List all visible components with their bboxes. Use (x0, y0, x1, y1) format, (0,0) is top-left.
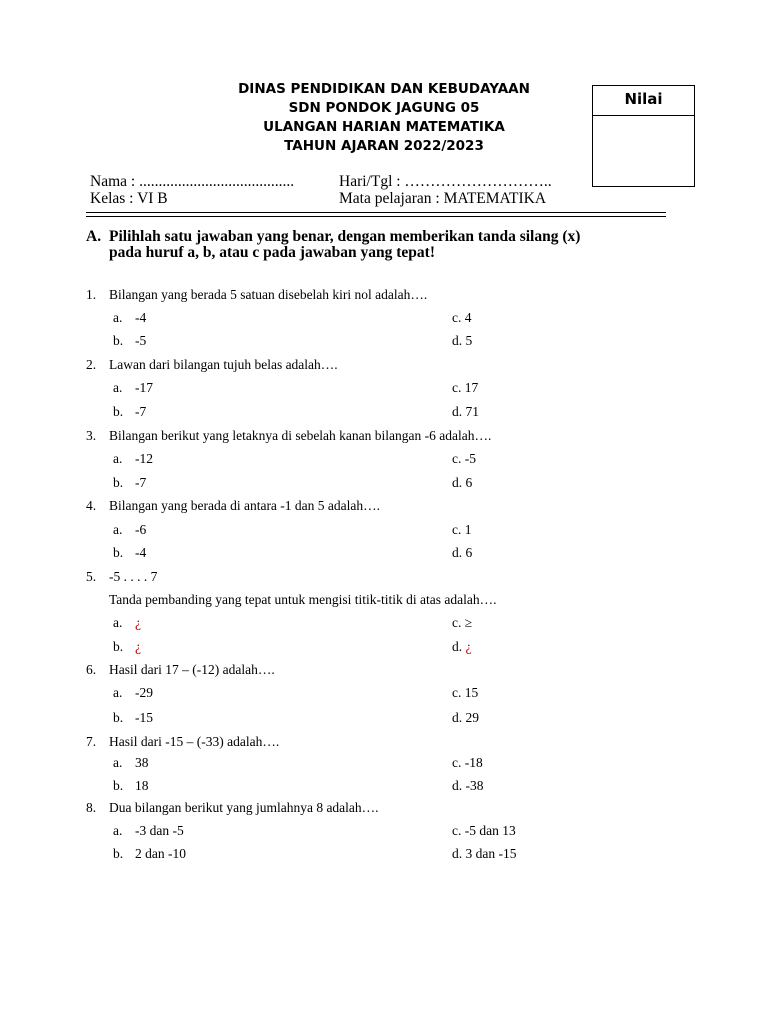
score-box (592, 85, 695, 187)
option-a[interactable]: -12 (135, 451, 153, 466)
option-d[interactable]: d. 29 (452, 710, 479, 725)
question-text: Hasil dari -15 – (-33) adalah…. (109, 734, 280, 749)
option-b[interactable]: -4 (135, 545, 147, 560)
option-a-letter[interactable]: a. (113, 380, 123, 395)
instruction-line-1: Pilihlah satu jawaban yang benar, dengan memberikan tanda silang (x) (109, 228, 581, 245)
score-field[interactable] (593, 116, 694, 187)
option-a-letter[interactable]: a. (113, 615, 123, 630)
option-c[interactable]: c. 4 (452, 310, 472, 325)
option-c[interactable]: c. 15 (452, 685, 479, 700)
option-b-letter[interactable]: b. (113, 545, 124, 560)
header-school-year: TAHUN AJARAN 2022/2023 (284, 138, 484, 154)
option-d[interactable]: d. -38 (452, 778, 484, 793)
option-a-letter[interactable]: a. (113, 823, 123, 838)
score-label: Nilai (593, 86, 694, 116)
option-d-value: ¿ (465, 639, 472, 654)
class-field: Kelas : VI B (90, 190, 168, 207)
option-b[interactable]: 18 (135, 778, 149, 793)
option-b-letter[interactable]: b. (113, 404, 124, 419)
option-c[interactable]: c. 17 (452, 380, 479, 395)
header-school: SDN PONDOK JAGUNG 05 (288, 100, 480, 116)
question-text: Bilangan yang berada di antara -1 dan 5 adalah…. (109, 498, 381, 513)
header-exam-title: ULANGAN HARIAN MATEMATIKA (263, 119, 505, 135)
question-number: 5. (86, 569, 97, 584)
option-b[interactable]: -7 (135, 475, 147, 490)
option-b[interactable]: -5 (135, 333, 147, 348)
option-b-letter[interactable]: b. (113, 778, 124, 793)
option-b[interactable]: -7 (135, 404, 147, 419)
header-office: DINAS PENDIDIKAN DAN KEBUDAYAAN (238, 81, 530, 97)
option-b-letter[interactable]: b. (113, 710, 124, 725)
option-b-letter[interactable]: b. (113, 475, 124, 490)
question-text: Hasil dari 17 – (-12) adalah…. (109, 662, 275, 677)
instruction-line-2: pada huruf a, b, atau c pada jawaban yang tepat! (109, 244, 435, 261)
question-number: 1. (86, 287, 97, 302)
question-number: 3. (86, 428, 97, 443)
option-d[interactable]: d. 6 (452, 475, 473, 490)
option-b-letter[interactable]: b. (113, 333, 124, 348)
option-c[interactable]: c. -18 (452, 755, 483, 770)
option-a[interactable]: -17 (135, 380, 153, 395)
option-b-letter[interactable]: b. (113, 846, 124, 861)
option-d[interactable]: d. 3 dan -15 (452, 846, 517, 861)
question-text: Bilangan yang berada 5 satuan disebelah kiri nol adalah…. (109, 287, 428, 302)
subject-field: Mata pelajaran : MATEMATIKA (339, 190, 547, 207)
option-a-letter[interactable]: a. (113, 310, 123, 325)
name-field: Nama : ........................................ (90, 173, 295, 190)
question-number: 2. (86, 357, 97, 372)
option-a-letter[interactable]: a. (113, 685, 123, 700)
question-text: Bilangan berikut yang letaknya di sebelah kanan bilangan -6 adalah…. (109, 428, 492, 443)
option-a[interactable]: -3 dan -5 (135, 823, 184, 838)
option-a-letter[interactable]: a. (113, 755, 123, 770)
question-number: 8. (86, 800, 97, 815)
option-d[interactable] (452, 639, 472, 655)
option-c[interactable]: c. -5 (452, 451, 476, 466)
option-a-letter[interactable]: a. (113, 451, 123, 466)
divider-top (86, 212, 666, 213)
section-letter: A. (86, 228, 102, 245)
option-d-prefix: d. (452, 639, 466, 654)
question-text: Dua bilangan berikut yang jumlahnya 8 adalah…. (109, 800, 379, 815)
option-a[interactable]: -4 (135, 310, 147, 325)
option-d[interactable]: d. 71 (452, 404, 479, 419)
option-d[interactable]: d. 5 (452, 333, 473, 348)
option-a[interactable]: ¿ (135, 615, 141, 630)
option-a[interactable]: -29 (135, 685, 153, 700)
option-c[interactable]: c. -5 dan 13 (452, 823, 516, 838)
question-number: 6. (86, 662, 97, 677)
option-b[interactable]: 2 dan -10 (135, 846, 186, 861)
question-number: 7. (86, 734, 97, 749)
question-text-2: Tanda pembanding yang tepat untuk mengisi titik-titik di atas adalah…. (109, 592, 497, 607)
option-d[interactable]: d. 6 (452, 545, 473, 560)
option-c[interactable]: c. 1 (452, 522, 472, 537)
date-field: Hari/Tgl : ……………………….. (339, 173, 552, 190)
option-c[interactable]: c. ≥ (452, 615, 473, 630)
question-text: Lawan dari bilangan tujuh belas adalah…. (109, 357, 338, 372)
option-b-letter[interactable]: b. (113, 639, 124, 654)
question-text: -5 . . . . 7 (109, 569, 158, 584)
option-b[interactable]: ¿ (135, 639, 141, 654)
option-a[interactable]: 38 (135, 755, 149, 770)
question-number: 4. (86, 498, 97, 513)
option-b[interactable]: -15 (135, 710, 153, 725)
option-a[interactable]: -6 (135, 522, 147, 537)
option-a-letter[interactable]: a. (113, 522, 123, 537)
divider-bottom (86, 216, 666, 217)
